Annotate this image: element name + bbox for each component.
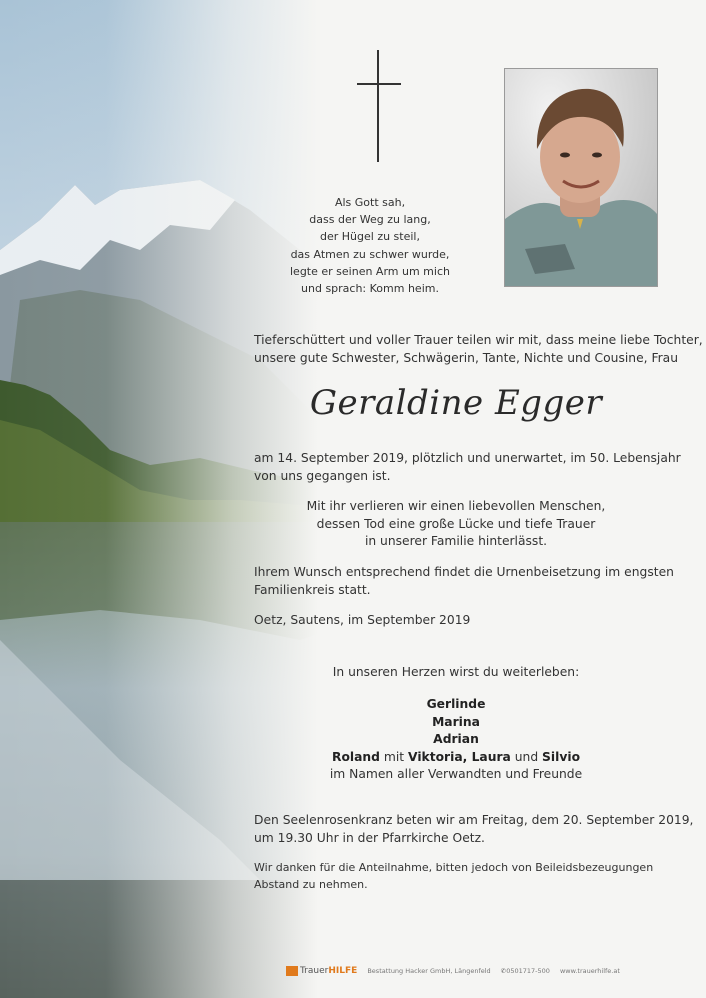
mourners-list [254, 696, 658, 784]
thanks-line: Abstand zu nehmen. [254, 878, 368, 891]
brand-name [300, 966, 357, 976]
tribute-text [254, 498, 658, 551]
thanks-text [254, 859, 658, 893]
mourner-name: Viktoria, Laura [408, 749, 511, 764]
conjunction: und [510, 749, 543, 764]
mourner-name: Roland [331, 749, 380, 764]
intro-line: Tieferschüttert und voller Trauer teilen wir mit, dass meine liebe Tochter, [254, 333, 703, 347]
mourner-name: Marina [432, 714, 480, 729]
deceased-name: Geraldine Egger [309, 383, 603, 423]
death-notice [254, 450, 681, 485]
burial-text [254, 564, 674, 599]
company-name: Bestattung Hacker GmbH, Längenfeld [367, 967, 491, 975]
portrait-image [505, 69, 657, 286]
conjunction: mit [379, 749, 409, 764]
tribute-line: in unserer Familie hinterlässt. [364, 534, 548, 548]
death-notice-line: von uns gegangen ist. [254, 468, 391, 483]
intro-text [254, 332, 703, 367]
burial-line: Ihrem Wunsch entsprechend findet die Urnenbeisetzung im engsten [254, 565, 674, 579]
portrait-photo [504, 68, 658, 287]
tribute-line: dessen Tod eine große Lücke und tiefe Trauer [316, 516, 596, 531]
mourner-name: Gerlinde [426, 697, 486, 711]
brand-accent: HILFE [328, 966, 358, 976]
footer [286, 966, 686, 980]
tribute-line: Mit ihr verlieren wir einen liebevollen Menschen, [306, 499, 606, 513]
poem-line: und sprach: Komm heim. [301, 282, 439, 296]
phone-number: ✆0501717-500 [500, 967, 550, 975]
brand-main: Trauer [300, 966, 329, 976]
death-notice-line: am 14. September 2019, plötzlich und unerwartet, im 50. Lebensjahr [254, 451, 681, 465]
place-date: Oetz, Sautens, im September 2019 [254, 613, 471, 627]
remembrance-line: In unseren Herzen wirst du weiterleben: [332, 665, 580, 679]
burial-line: Familienkreis statt. [254, 582, 371, 597]
intro-line: unsere gute Schwester, Schwägerin, Tante, Nichte und Cousine, Frau [254, 350, 679, 365]
rosary-line: um 19.30 Uhr in der Pfarrkirche Oetz. [254, 830, 485, 845]
mourner-family-line [254, 749, 658, 767]
cross-icon [357, 50, 401, 162]
poem-line: legte er seinen Arm um mich [290, 264, 450, 278]
rosary-text [254, 812, 694, 847]
brand-logo-icon [286, 966, 298, 976]
poem-line: Als Gott sah, [334, 196, 406, 209]
poem [270, 194, 470, 297]
thanks-line: Wir danken für die Anteilnahme, bitten jedoch von Beileidsbezeugungen [254, 861, 654, 874]
mourner-name: Adrian [433, 732, 479, 746]
relatives-line: im Namen aller Verwandten und Freunde [329, 767, 583, 781]
poem-line: dass der Weg zu lang, [309, 213, 431, 227]
website-link[interactable]: www.trauerhilfe.at [559, 967, 620, 975]
poem-line: der Hügel zu steil, [320, 230, 420, 244]
poem-line: das Atmen zu schwer wurde, [290, 247, 450, 261]
mourner-name: Silvio [542, 749, 581, 764]
rosary-line: Den Seelenrosenkranz beten wir am Freitag, dem 20. September 2019, [254, 813, 694, 827]
